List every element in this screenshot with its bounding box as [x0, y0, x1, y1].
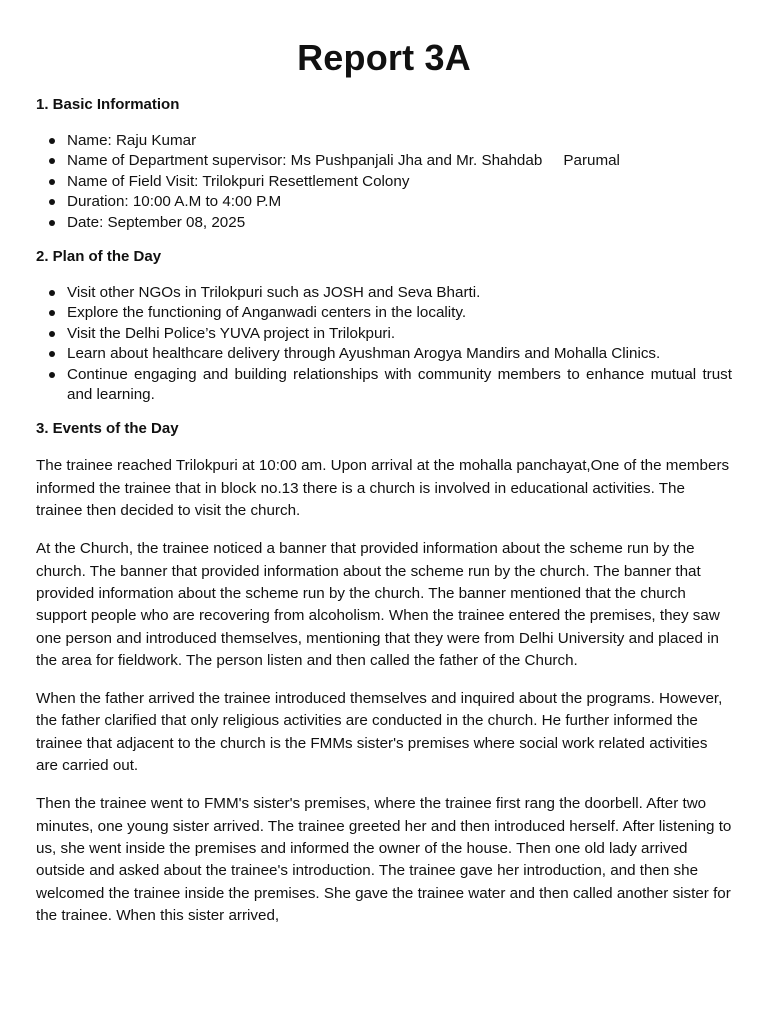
list-item: Duration: 10:00 A.M to 4:00 P.M — [67, 192, 732, 212]
events-paragraph: The trainee reached Trilokpuri at 10:00 am. Upon arrival at the mohalla panchayat,One of the members informed the trainee that in block no.13 there is a church is involved in educational activities. The trainee then decided to visit the church. — [36, 457, 730, 520]
list-item: Learn about healthcare delivery through Ayushman Arogya Mandirs and Mohalla Clinics. — [67, 344, 732, 364]
list-item: Name of Department supervisor: Ms Pushpanjali Jha and Mr. Shahdab Parumal — [67, 151, 732, 171]
list-item: Name: Raju Kumar — [67, 131, 732, 151]
plan-of-the-day-list — [36, 283, 732, 405]
list-item: Visit the Delhi Police’s YUVA project in Trilokpuri. — [67, 324, 732, 344]
events-paragraph: When the father arrived the trainee introduced themselves and inquired about the programs. However, the father clarified that only religious activities are conducted in the church. He further informed the trainee that adjacent to the church is the FMMs sister's premises where social work related activities are carried out. — [36, 690, 723, 775]
events-paragraph: Then the trainee went to FMM's sister's premises, where the trainee first rang the doorbell. After two minutes, one young sister arrived. The trainee greeted her and then introduced herself. After listening to us, she went inside the premises and informed the owner of the house. Then one old lady arrived outside and asked about the trainee's introduction. The trainee gave her introduction, and then she welcomed the trainee inside the premises. She gave the trainee water and then called another sister for the trainee. When this sister arrived, — [36, 795, 732, 924]
events-paragraph: At the Church, the trainee noticed a banner that provided information about the scheme run by the church. The banner that provided information about the scheme run by the church. The banner that provided information about the scheme run by the church. The banner mentioned that the church support people who are recovering from alcoholism. When the trainee entered the premises, they saw one person and introduced themselves, mentioning that they were from Delhi University and placed in the area for fieldwork. The person listen and then called the father of the Church. — [36, 540, 720, 669]
section-heading-events-of-the-day: 3. Events of the Day — [36, 420, 179, 438]
list-item: Date: September 08, 2025 — [67, 213, 732, 233]
section-heading-plan-of-the-day: 2. Plan of the Day — [36, 248, 162, 266]
report-title: Report 3A — [297, 37, 471, 78]
list-item: Visit other NGOs in Trilokpuri such as JOSH and Seva Bharti. — [67, 283, 732, 303]
basic-information-list — [36, 131, 732, 233]
list-item: Continue engaging and building relationships with community members to enhance mutual trust and learning. — [67, 365, 732, 406]
list-item: Explore the functioning of Anganwadi centers in the locality. — [67, 303, 732, 323]
section-heading-basic-information: 1. Basic Information — [36, 96, 180, 113]
list-item: Name of Field Visit: Trilokpuri Resettlement Colony — [67, 172, 732, 192]
